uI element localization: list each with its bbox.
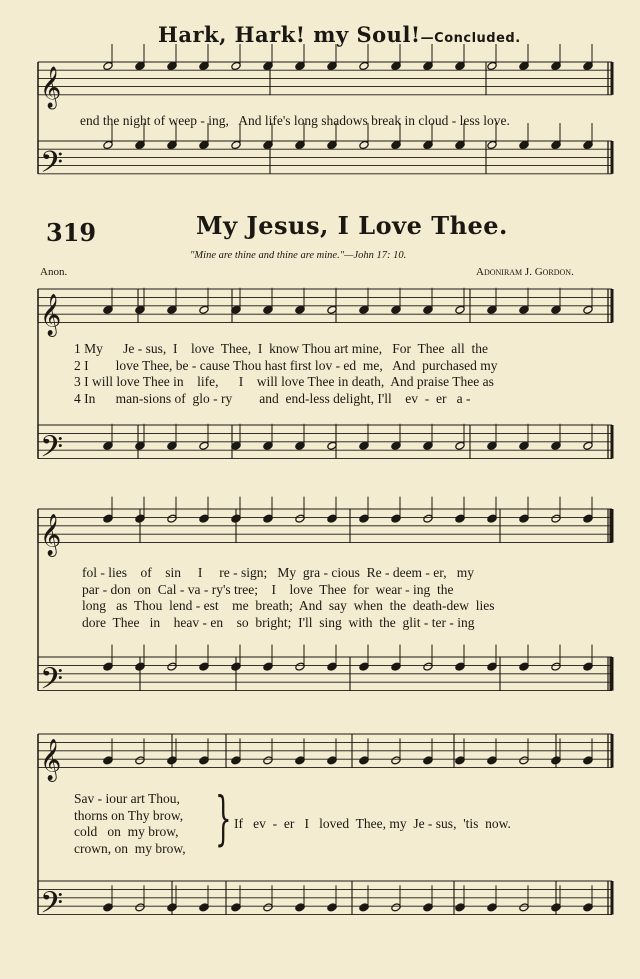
clef-icon: 𝄞 [40,739,62,781]
music-credit: Adoniram J. Gordon. [476,266,574,278]
refrain-line: If ev - er I loved Thee, my Je - sus, 'tis now. [234,816,511,831]
verse-2: thorns on Thy brow, [74,807,184,823]
verse-block [82,565,495,631]
verse-3: cold on my brow, [74,824,179,839]
hymn-title: My Jesus, I Love Thee. [196,211,508,240]
verse-block [74,341,498,407]
clef-icon: 𝄢 [40,430,64,472]
clef-icon: 𝄢 [40,145,64,187]
verse-2: 2 I love Thee, be - cause Thou hast first lov - ed me, And purchased my [74,357,498,373]
verse-1: Sav - iour art Thou, [74,791,180,806]
hymn-title-concluded: Hark, Hark! my Soul! [158,22,421,47]
brace: } [215,784,232,852]
verse-1: 1 My Je - sus, I love Thee, I know Thou art mine, For Thee all the [74,341,488,356]
verse-4: crown, on my brow, [74,840,186,856]
clef-icon: 𝄢 [40,662,64,704]
clef-icon: 𝄞 [40,66,62,108]
concluded-label: —Concluded. [420,31,521,46]
verse-3: long as Thou lend - est me breath; And say when the death-dew lies [82,598,495,613]
verse-block [74,791,186,857]
lyric-line: end the night of weep - ing, And life's long shadows break in cloud - less love. [80,113,510,128]
verse-4: 4 In man-sions of glo - ry and end-less delight, I'll ev - er a - [74,390,471,406]
clef-icon: 𝄞 [40,294,62,336]
verse-2: par - don on Cal - va - ry's tree; I love Thee for wear - ing the [82,581,454,597]
verse-1: fol - lies of sin I re - sign; My gra - cious Re - deem - er, my [82,565,475,580]
epigraph: "Mine are thine and thine are mine."—John 17: 10. [190,250,407,261]
clef-icon: 𝄢 [40,886,64,928]
hymn-number: 319 [46,218,97,247]
verse-4: dore Thee in heav - en so bright; I'll sing with the glit - ter - ing [82,614,475,630]
verse-3: 3 I will love Thee in life, I will love Thee in death, And praise Thee as [74,374,494,389]
clef-icon: 𝄞 [40,514,62,556]
words-credit: Anon. [40,266,68,278]
